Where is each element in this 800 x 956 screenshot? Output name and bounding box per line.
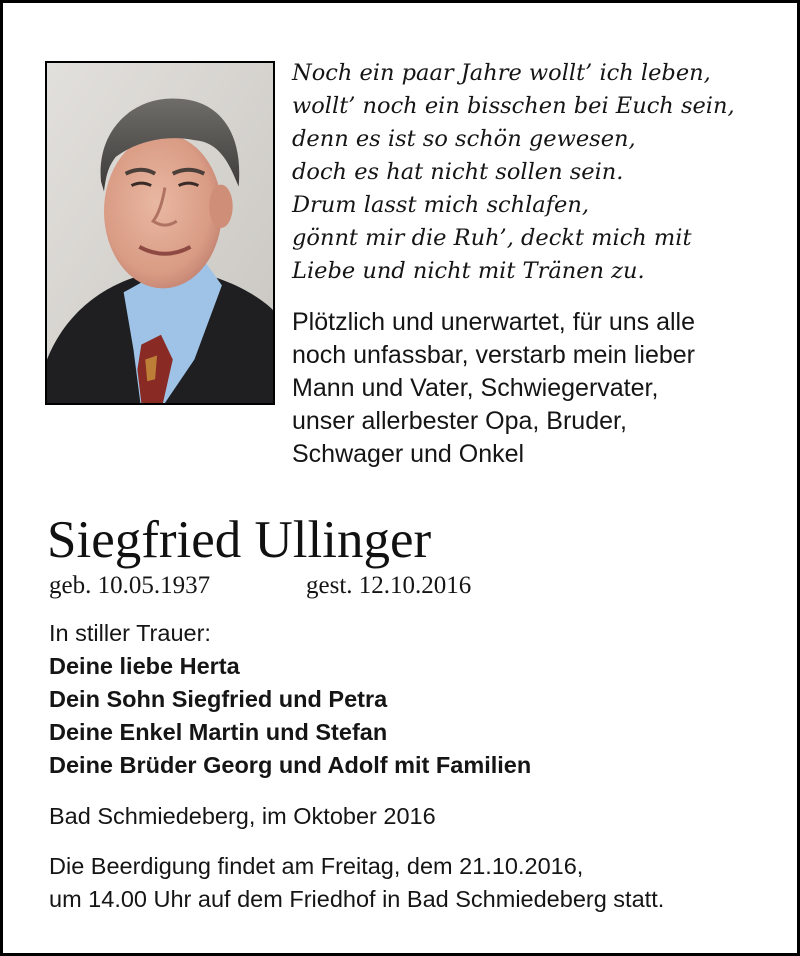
poem-line: gönnt mir die Ruh’, deckt mich mit (292, 225, 692, 251)
announcement-text (292, 306, 782, 471)
birth-date: geb. 10.05.1937 (49, 572, 211, 599)
funeral-line: um 14.00 Uhr auf dem Friedhof in Bad Schmiedeberg statt. (49, 886, 665, 912)
poem-line: Liebe und nicht mit Tränen zu. (292, 258, 645, 284)
funeral-info (49, 850, 664, 916)
portrait-photo (45, 61, 275, 405)
poem-line: denn es ist so schön gewesen, (292, 126, 636, 152)
announcement-line: noch unfassbar, verstarb mein lieber (292, 341, 695, 369)
mourner: Deine Brüder Georg und Adolf mit Familien (49, 752, 532, 778)
mourner: Deine Enkel Martin und Stefan (49, 719, 388, 745)
mourner: Deine liebe Herta (49, 653, 240, 679)
announcement-line: Plötzlich und unerwartet, für uns alle (292, 308, 695, 336)
poem-line: Drum lasst mich schlafen, (292, 192, 589, 218)
portrait-illustration (47, 63, 273, 403)
poem-line: doch es hat nicht sollen sein. (292, 159, 624, 185)
mourners-list (49, 617, 531, 782)
place-and-date: Bad Schmiedeberg, im Oktober 2016 (49, 803, 436, 829)
announcement-line: Schwager und Onkel (292, 440, 525, 468)
mourning-heading: In stiller Trauer: (49, 620, 211, 646)
poem-line: Noch ein paar Jahre wollt’ ich leben, (292, 60, 711, 86)
deceased-name: Siegfried Ullinger (47, 511, 432, 569)
funeral-line: Die Beerdigung findet am Freitag, dem 21.10.2016, (49, 853, 584, 879)
life-dates (49, 569, 472, 603)
death-date: gest. 12.10.2016 (306, 572, 472, 599)
announcement-line: Mann und Vater, Schwiegervater, (292, 374, 659, 402)
poem-verse (292, 57, 782, 288)
mourner: Dein Sohn Siegfried und Petra (49, 686, 388, 712)
announcement-line: unser allerbester Opa, Bruder, (292, 407, 627, 435)
poem-line: wollt’ noch ein bisschen bei Euch sein, (292, 93, 735, 119)
